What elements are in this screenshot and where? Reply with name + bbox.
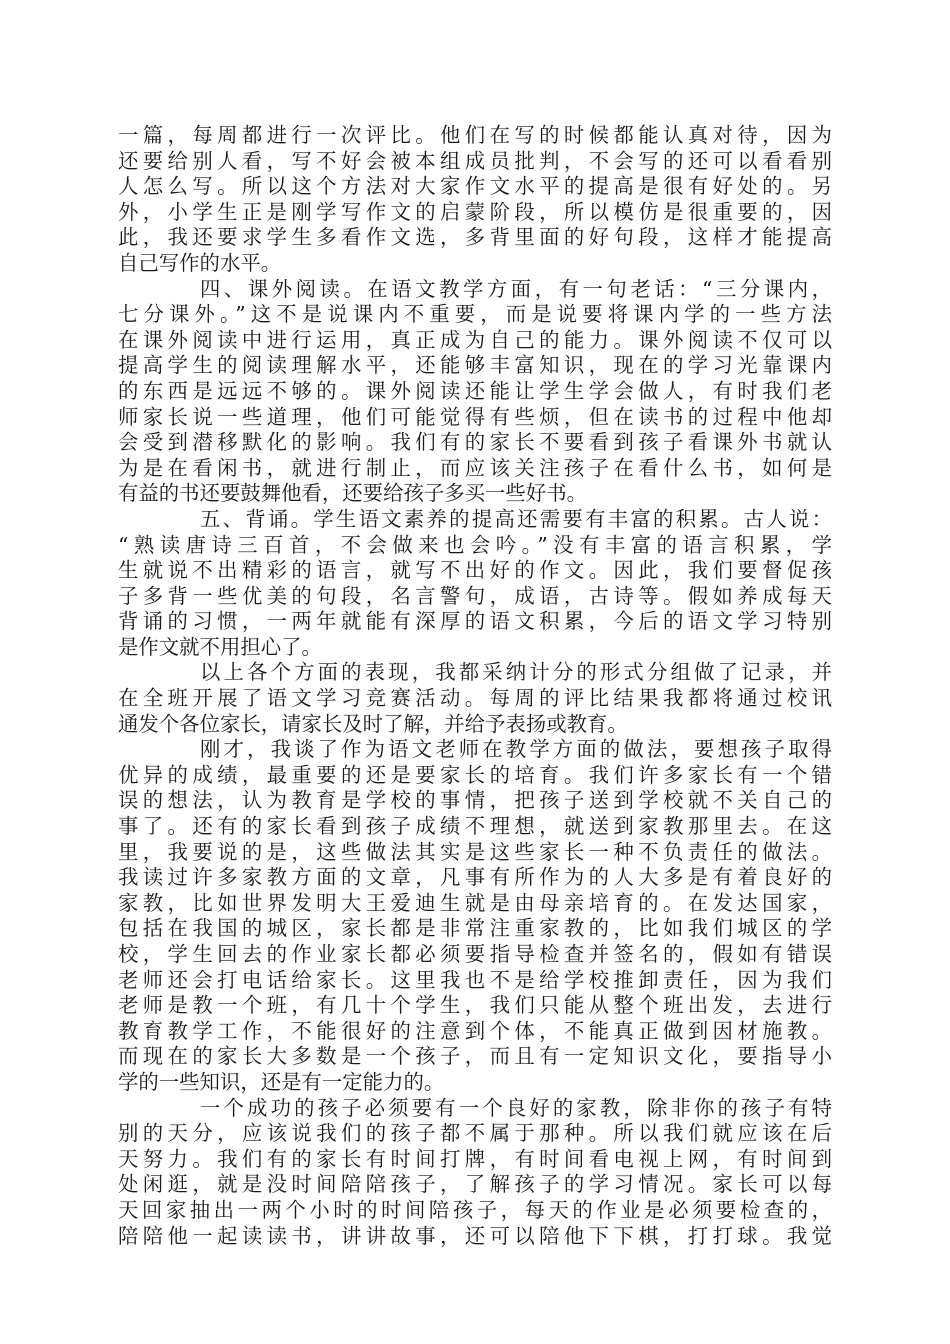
text-line: 在课外阅读中进行运用，真正成为自己的能力。课外阅读不仅可以 (118, 327, 832, 352)
text-line: 天回家抽出一两个小时的时间陪孩子，每天的作业是必须要检查的， (118, 1197, 832, 1222)
document-page (118, 123, 832, 1249)
text-line: 我读过许多家教方面的文章，凡事有所作为的人大多是有着良好的 (118, 865, 832, 890)
paragraph-start-line: 以上各个方面的表现，我都采纳计分的形式分组做了记录，并 (200, 660, 832, 685)
text-line: 此，我还要求学生多看作文选，多背里面的好句段，这样才能提高 (118, 225, 832, 250)
text-line: 会受到潜移默化的影响。我们有的家长不要看到孩子看课外书就认 (118, 430, 832, 455)
text-line: 人怎么写。所以这个方法对大家作文水平的提高是很有好处的。另 (118, 174, 832, 199)
text-line: 校，学生回去的作业家长都必须要指导检查并签名的，假如有错误 (118, 942, 832, 966)
text-line: 别的天分，应该说我们的孩子都不属于那种。所以我们就应该在后 (118, 1121, 832, 1146)
text-line: 是作文就不用担心了。 (118, 634, 322, 659)
text-line: 七分课外。”这不是说课内不重要，而是说要将课内学的一些方法 (118, 302, 832, 327)
text-line: 家教，比如世界发明大王爱迪生就是由母亲培育的。在发达国家， (118, 890, 832, 915)
text-line: 一篇，每周都进行一次评比。他们在写的时候都能认真对待，因为 (118, 123, 832, 147)
text-line: 提高学生的阅读理解水平，还能够丰富知识，现在的学习光靠课内 (118, 353, 832, 378)
text-line: 事了。还有的家长看到孩子成绩不理想，就送到家教那里去。在这 (118, 814, 832, 839)
text-line: 老师还会打电话给家长。这里我也不是给学校推卸责任，因为我们 (118, 967, 832, 992)
paragraph-start-line: 五、背诵。学生语文素养的提高还需要有丰富的积累。古人说： (200, 506, 832, 531)
text-line: 背诵的习惯，一两年就能有深厚的语文积累，今后的语文学习特别 (118, 609, 832, 634)
text-line: “熟读唐诗三百首，不会做来也会吟。”没有丰富的语言积累，学 (118, 532, 832, 557)
text-line: 外，小学生正是刚学写作文的启蒙阶段，所以模仿是很重要的，因 (118, 199, 832, 224)
text-line: 老师是教一个班，有几十个学生，我们只能从整个班出发，去进行 (118, 993, 832, 1018)
text-line: 有益的书还要鼓舞他看，还要给孩子多买一些好书。 (118, 481, 587, 506)
text-line: 为是在看闲书，就进行制止，而应该关注孩子在看什么书，如何是 (118, 455, 832, 480)
text-line: 误的想法，认为教育是学校的事情，把孩子送到学校就不关自己的 (118, 788, 832, 813)
text-line: 师家长说一些道理，他们可能觉得有些烦，但在读书的过程中他却 (118, 404, 832, 429)
text-line: 处闲逛，就是没时间陪陪孩子，了解孩子的学习情况。家长可以每 (118, 1172, 832, 1197)
text-line: 学的一些知识，还是有一定能力的。 (118, 1069, 445, 1094)
text-line: 自己写作的水平。 (118, 250, 282, 275)
text-line: 里，我要说的是，这些做法其实是这些家长一种不负责任的做法。 (118, 839, 832, 864)
text-line: 包括在我国的城区，家长都是非常注重家教的，比如我们城区的学 (118, 916, 832, 941)
paragraph-start-line: 一个成功的孩子必须要有一个良好的家教，除非你的孩子有特 (200, 1095, 832, 1120)
text-line: 天努力。我们有的家长有时间打牌，有时间看电视上网，有时间到 (118, 1146, 832, 1171)
paragraph-start-line: 刚才，我谈了作为语文老师在教学方面的做法，要想孩子取得 (200, 737, 832, 762)
text-line: 在全班开展了语文学习竞赛活动。每周的评比结果我都将通过校讯 (118, 686, 832, 711)
text-line: 而现在的家长大多数是一个孩子，而且有一定知识文化，要指导小 (118, 1044, 832, 1069)
paragraph-start-line: 四、课外阅读。在语文教学方面，有一句老话：“三分课内， (200, 276, 832, 301)
text-line: 教育教学工作，不能很好的注意到个体，不能真正做到因材施教。 (118, 1018, 832, 1043)
text-line: 优异的成绩，最重要的还是要家长的培育。我们许多家长有一个错 (118, 762, 832, 787)
text-line: 子多背一些优美的句段，名言警句，成语，古诗等。假如养成每天 (118, 583, 832, 608)
text-line: 通发个各位家长，请家长及时了解，并给予表扬或教育。 (118, 711, 628, 736)
text-line: 生就说不出精彩的语言，就写不出好的作文。因此，我们要督促孩 (118, 558, 832, 583)
text-line: 还要给别人看，写不好会被本组成员批判，不会写的还可以看看别 (118, 148, 832, 173)
text-line: 的东西是远远不够的。课外阅读还能让学生学会做人，有时我们老 (118, 378, 832, 403)
text-line: 陪陪他一起读读书，讲讲故事，还可以陪他下下棋，打打球。我觉 (118, 1223, 832, 1248)
